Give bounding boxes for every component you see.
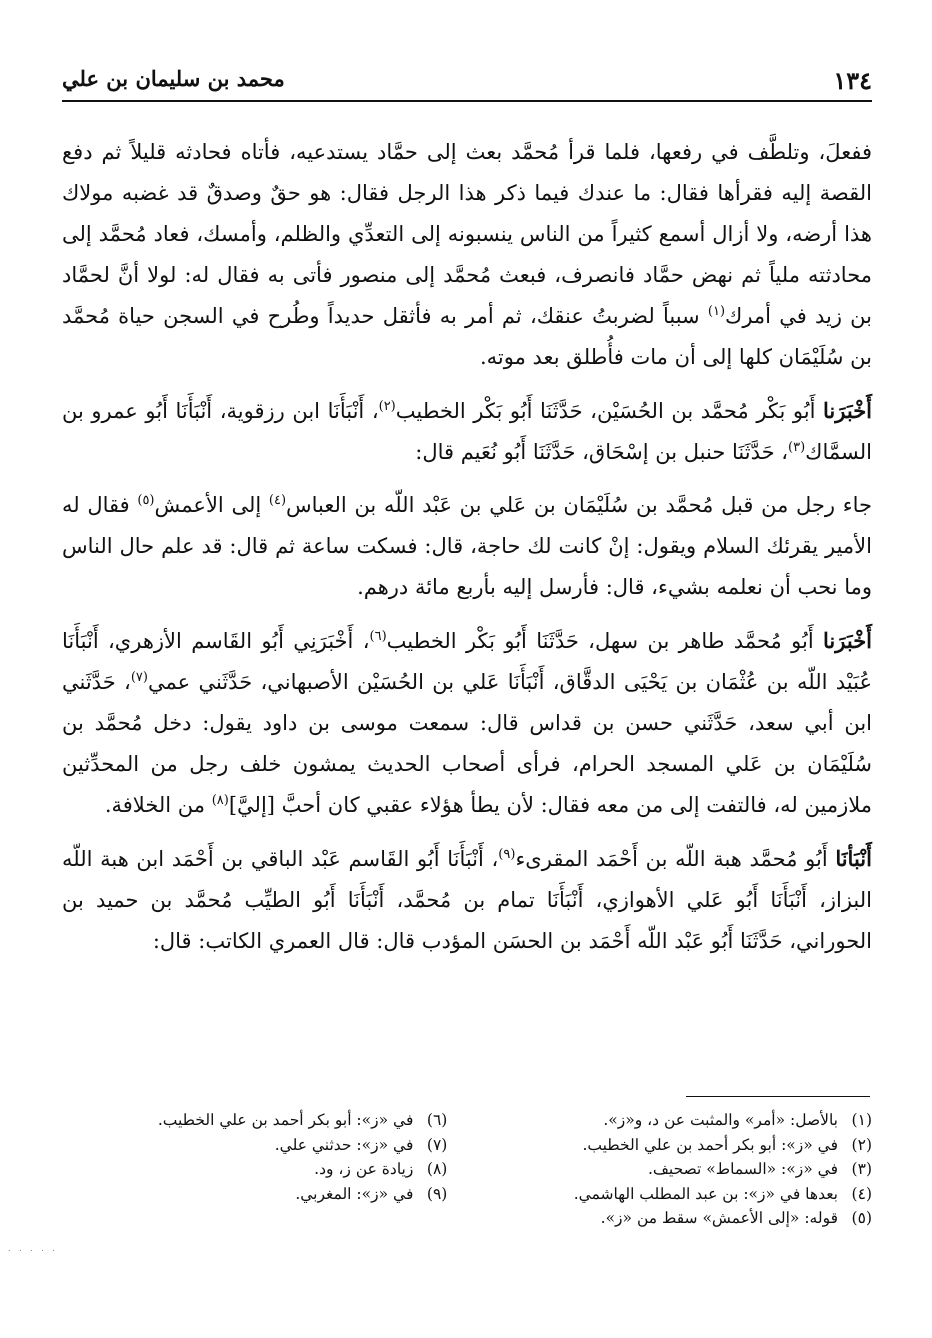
text-run: ففعلَ، وتلطَّف في رفعها، فلما قرأ مُحمَّد بعث إلى حمَّاد يستدعيه، فأتاه فحادثه قليلاً ثم دفع القصة إليه فقرأها فقال: ما عندك فيما ذكر هذا الرجل فقال: هو حقٌ وصدقٌ قد غضبه مولاك هذا أرضه، ولا أزال أسمع كثيراً من الناس ينسبونه إلى التعدِّي والظلم، وأمسك، فعاد مُحمَّد إلى محادثته ملياً ثم نهض حمَّاد فانصرف، فبعث مُحمَّد إلى منصور فأتى به فقال له: لولا أنَّ لحمَّاد بن زيد في أمرك <box>62 140 873 328</box>
footnote-number: (٧) <box>426 1135 448 1154</box>
footnote-text: في «ز»: المغربي. <box>295 1184 414 1203</box>
footnote <box>62 1133 447 1158</box>
footnote <box>467 1108 872 1133</box>
footnote-ref: (٤) <box>268 493 287 508</box>
footnote-number: (٦) <box>426 1111 448 1129</box>
footnote-text: بالأصل: «أمر» والمثبت عن د، و«ز». <box>603 1111 838 1129</box>
footnote-ref: (٧) <box>130 670 148 685</box>
text-run: أَبُو مُحمَّد هبة اللّه بن أَحْمَد المقرىء <box>515 847 836 871</box>
footnote-ref: (٩) <box>498 847 516 862</box>
footnotes <box>62 1108 872 1231</box>
text-run: إلى الأعمش <box>154 493 269 517</box>
footnote <box>62 1108 447 1133</box>
paragraph <box>62 838 872 962</box>
footnote-number: (٤) <box>851 1184 872 1203</box>
footnote <box>62 1157 447 1182</box>
text-run: سبباً لضربتُ عنقك، ثم أمر به فأثقل حديداً وطُرح في السجن حياة مُحمَّد بن سُلَيْمَان كلها إلى أن مات فأُطلق بعد موته. <box>62 304 872 369</box>
footnote <box>467 1157 872 1182</box>
footnote-ref: (٢) <box>378 399 396 414</box>
footnotes-column-right <box>467 1108 872 1231</box>
footnote-number: (١) <box>851 1111 872 1129</box>
footnote-number: (٥) <box>851 1209 872 1227</box>
footnote-text: بعدها في «ز»: بن عبد المطلب الهاشمي. <box>573 1184 838 1203</box>
footnote <box>62 1182 447 1207</box>
running-header <box>62 62 872 102</box>
text-run: جاء رجل من قبل مُحمَّد بن سُلَيْمَان بن عَلي بن عَبْد اللّه بن العباس <box>286 493 872 517</box>
text-run: ، أَخْبَرَنِي أَبُو القَاسم الأزهري، أَنْبَأَنَا عُبَيْد اللّه بن عُثْمَان بن يَحْيَى الدقَّاق، أَنْبَأَنَا عَلي بن الحُسَيْن الأصبهاني، حَدَّثَني عمي <box>62 629 872 694</box>
text-run: ، أَنْبَأَنَا ابن رزقوية، أَنْبَأَنَا أَبُو عمرو بن السمَّاك <box>62 399 872 464</box>
footnote-ref: (١) <box>707 304 726 319</box>
scan-margin-marks: . . . . . <box>8 1244 58 1253</box>
footnote-text: في «ز»: حدثني علي. <box>274 1135 414 1154</box>
paragraph-lead-word: أَنْبَأنَا <box>835 846 872 871</box>
footnote-divider <box>686 1096 870 1097</box>
paragraph <box>62 485 872 608</box>
page-number: ١٣٤ <box>833 66 872 95</box>
paragraph <box>62 620 872 826</box>
text-run: فقال له الأمير يقرئك السلام ويقول: إنْ كانت لك حاجة، قال: فسكت ساعة ثم قال: قد علم حال الناس وما نحب أن نعلمه بشيء، قال: فأرسل إليه بأربع مائة درهم. <box>62 493 872 599</box>
running-title: محمد بن سليمان بن علي <box>62 66 285 91</box>
text-run: أَبُو بَكْر مُحمَّد بن الحُسَيْن، حَدَّثَنَا أَبُو بَكْر الخطيب <box>395 399 824 423</box>
footnote-ref: (٥) <box>137 493 155 508</box>
text-run: أَبُو مُحمَّد طاهر بن سهل، حَدَّثَنَا أَبُو بَكْر الخطيب <box>386 629 824 653</box>
footnote-ref: (٦) <box>369 629 387 644</box>
footnote-number: (٣) <box>851 1160 872 1178</box>
footnote-text: في «ز»: أبو بكر أحمد بن علي الخطيب. <box>157 1111 414 1129</box>
footnote-number: (٩) <box>426 1184 448 1203</box>
text-run: ، حَدَّثَني ابن أبي سعد، حَدَّثَني حسن بن قداس قال: سمعت موسى بن داود يقول: دخل مُحمَّد بن سُلَيْمَان بن عَلي المسجد الحرام، فرأى أصحاب الحديث يمشون خلف رجل من المحدِّثين ملازمين له، فالتفت إلى من معه فقال: لأن يطأ هؤلاء عقبي كان أحبَّ [إليَّ] <box>62 670 872 817</box>
paragraph <box>62 390 872 473</box>
footnote-text: في «ز»: «السماط» تصحيف. <box>647 1160 838 1178</box>
footnote-text: قوله: «إلى الأعمش» سقط من «ز». <box>600 1209 838 1227</box>
paragraph-lead-word: أَخْبَرَنا <box>823 398 873 423</box>
footnote <box>467 1133 872 1158</box>
footnote-text: في «ز»: أبو بكر أحمد بن علي الخطيب. <box>582 1135 838 1154</box>
text-run: ، حَدَّثَنَا حنبل بن إسْحَاق، حَدَّثَنَا أَبُو نُعَيم قال: <box>415 440 789 464</box>
footnote-text: زيادة عن ز، ود. <box>314 1160 414 1178</box>
paragraph-lead-word: أَخْبَرَنا <box>823 628 873 653</box>
footnote-number: (٨) <box>426 1160 448 1178</box>
footnotes-column-left <box>62 1108 447 1231</box>
text-run: من الخلافة. <box>104 793 212 817</box>
footnote-number: (٢) <box>851 1135 872 1154</box>
footnote-ref: (٨) <box>211 793 229 808</box>
footnote <box>467 1206 872 1231</box>
text-run: ، أَنْبَأَنَا أَبُو القَاسم عَبْد الباقي بن أَحْمَد ابن هبة اللّه البزاز، أَنْبَأَنَا أَبُو عَلي الأهوازي، أَنْبَأَنَا تمام بن مُحمَّد، أَنْبَأَنَا أَبُو الطيِّب مُحمَّد بن حميد بن الحوراني، حَدَّثَنَا أَبُو عَبْد اللّه أَحْمَد بن الحسَن المؤدب قال: قال العمري الكاتب: قال: <box>62 847 872 953</box>
main-text <box>62 132 872 962</box>
footnote-ref: (٣) <box>788 440 806 455</box>
paragraph <box>62 132 872 378</box>
footnote <box>467 1182 872 1207</box>
